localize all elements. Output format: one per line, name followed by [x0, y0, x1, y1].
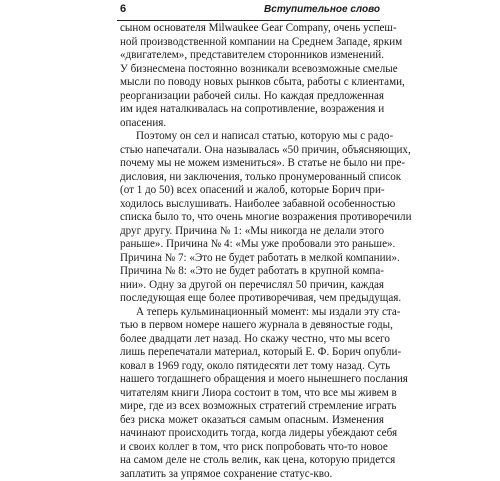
text-line: и своих коллег в том, что риск попробовать что-то новое	[120, 441, 384, 455]
text-line: нии». Одну за другой он перечислял 50 причин, каждая	[120, 279, 384, 293]
text-line: лишь перепечатали материал, который Е. Ф. Борич опубли-	[120, 346, 384, 360]
text-line: дисловия, ни заключения, только пронумерованный список	[120, 171, 384, 185]
paragraph	[120, 130, 384, 306]
text-line: ходилось выслушивать. Наиболее забавной особенностью	[120, 198, 384, 212]
text-line: тью в первом номере нашего журнала в девяностые годы,	[120, 319, 384, 333]
text-line: без риска может оказаться самым опасным. Изменения	[120, 414, 384, 428]
text-line: реорганизации рабочей силы. Но каждая предложенная	[120, 90, 384, 104]
text-line: на самом деле не столь велик, как цена, которую придется	[120, 454, 384, 468]
text-line: последующая еще более противоречивая, чем предыдущая.	[120, 292, 384, 306]
text-line: мысли по поводу новых рынков сбыта, работы с клиентами,	[120, 76, 384, 90]
text-line: раньше». Причина № 4: «Мы уже пробовали это раньше».	[120, 238, 384, 252]
text-line: Поэтому он сел и написал статью, которую мы с радо-	[120, 130, 384, 144]
text-line: стью напечатали. Она называлась «50 причин, объясняющих,	[120, 144, 384, 158]
text-line: опасения.	[120, 117, 384, 131]
text-line: друг другу. Причина № 1: «Мы никогда не делали этого	[120, 225, 384, 239]
text-line: Причина № 8: «Это не будет работать в крупной компа-	[120, 265, 384, 279]
text-line: заплатить за упрямое сохранение статус-кво.	[120, 468, 384, 481]
text-line: читателям книги Лиора состоит в том, что все мы живем в	[120, 387, 384, 401]
text-line: «двигателем», представителем сторонников изменений.	[120, 49, 384, 63]
body-text	[120, 22, 384, 481]
text-line: более двадцати лет назад. Но скажу честно, что мы всего	[120, 333, 384, 347]
text-line: ной производственной компании на Среднем Западе, ярким	[120, 36, 384, 50]
text-line: им идея наталкивалась на сопротивление, возражения и	[120, 103, 384, 117]
text-line: сыном основателя Milwaukee Gear Company, очень успеш-	[120, 22, 384, 36]
text-line: списка было то, что очень многие возражения противоречили	[120, 211, 384, 225]
text-line: нашего тогдашнего обращения и моего нынешнего послания	[120, 373, 384, 387]
running-title: Вступительное слово	[264, 4, 380, 15]
paragraph	[120, 306, 384, 481]
paragraph	[120, 22, 384, 130]
text-line: А теперь кульминационный момент: мы издали эту ста-	[120, 306, 384, 320]
text-line: почему мы не можем измениться». В статье не было ни пре-	[120, 157, 384, 171]
text-line: ковал в 1969 году, около пятидесяти лет тому назад. Суть	[120, 360, 384, 374]
text-line: мире, где из всех возможных стратегий стремление играть	[120, 400, 384, 414]
text-line: начинают происходить тогда, когда лидеры убеждают себя	[120, 427, 384, 441]
text-line: Причина № 7: «Это не будет работать в мелкой компании».	[120, 252, 384, 266]
text-line: У бизнесмена постоянно возникали всевозможные смелые	[120, 63, 384, 77]
text-line: (от 1 до 50) всех опасений и жалоб, которые Борич при-	[120, 184, 384, 198]
page-number: 6	[120, 3, 126, 15]
page-header	[117, 2, 380, 21]
